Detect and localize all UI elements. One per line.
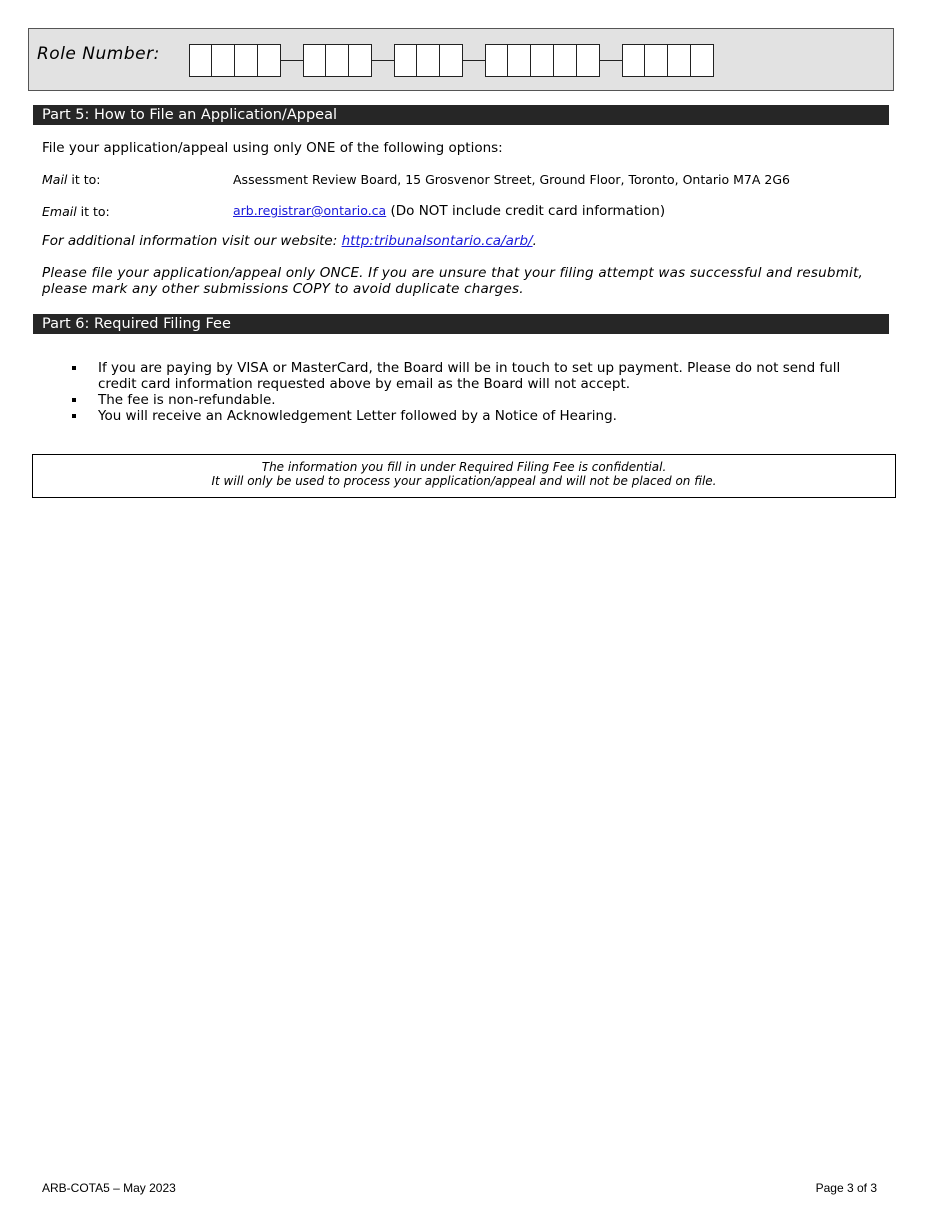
role-number-digit-box[interactable]	[212, 44, 235, 77]
role-number-digit-box[interactable]	[485, 44, 508, 77]
digit-group	[303, 44, 372, 77]
part5-intro: File your application/appeal using only ONE of the following options:	[42, 140, 503, 156]
role-number-digit-box[interactable]	[668, 44, 691, 77]
bullet-item: If you are paying by VISA or MasterCard, the Board will be in touch to set up payment. Please do not send full credit card information requested above by email as the Board will not accept.	[70, 360, 860, 392]
digit-group	[189, 44, 281, 77]
digit-group	[394, 44, 463, 77]
notice-line-2: It will only be used to process your application/appeal and will not be placed on file.	[211, 474, 717, 488]
role-number-digit-box[interactable]	[531, 44, 554, 77]
role-number-digit-box[interactable]	[508, 44, 531, 77]
website-line	[42, 233, 537, 249]
role-number-digit-box[interactable]	[577, 44, 600, 77]
email-label-rest: it to:	[76, 204, 110, 219]
website-text: For additional information visit our website:	[42, 233, 342, 249]
mail-label-rest: it to:	[67, 172, 101, 187]
role-number-digit-box[interactable]	[394, 44, 417, 77]
part6-header: Part 6: Required Filing Fee	[33, 314, 889, 334]
website-end: .	[532, 233, 537, 249]
role-number-digit-box[interactable]	[235, 44, 258, 77]
role-number-digit-box[interactable]	[326, 44, 349, 77]
mail-label-emphasis: Mail	[42, 172, 68, 187]
bullet-item: The fee is non-refundable.	[70, 392, 860, 408]
notice-line-1: The information you fill in under Required Filing Fee is confidential.	[261, 460, 667, 474]
role-number-digit-box[interactable]	[189, 44, 212, 77]
role-number-box	[28, 28, 894, 91]
email-line	[233, 203, 665, 219]
confidentiality-notice	[32, 454, 896, 498]
email-label-emphasis: Email	[42, 204, 77, 219]
role-number-digit-box[interactable]	[645, 44, 668, 77]
role-number-digit-box[interactable]	[417, 44, 440, 77]
form-id: ARB-COTA5 – May 2023	[42, 1181, 176, 1195]
mail-address: Assessment Review Board, 15 Grosvenor Street, Ground Floor, Toronto, Ontario M7A 2G6	[233, 172, 790, 187]
email-note: (Do NOT include credit card information)	[386, 203, 666, 219]
email-label	[42, 204, 110, 220]
role-number-digit-fields	[189, 43, 714, 78]
digit-separator	[372, 60, 394, 61]
digit-group	[622, 44, 714, 77]
mail-label	[42, 172, 100, 188]
website-link[interactable]: http:tribunalsontario.ca/arb/	[341, 233, 533, 249]
digit-separator	[463, 60, 485, 61]
digit-group	[485, 44, 600, 77]
filing-fee-bullet-list	[70, 360, 860, 424]
digit-separator	[600, 60, 622, 61]
part5-header: Part 5: How to File an Application/Appeal	[33, 105, 889, 125]
role-number-digit-box[interactable]	[440, 44, 463, 77]
role-number-label: Role Number:	[37, 44, 160, 64]
page-number: Page 3 of 3	[815, 1181, 877, 1195]
bullet-item: You will receive an Acknowledgement Letter followed by a Notice of Hearing.	[70, 408, 860, 424]
file-once-note: Please file your application/appeal only ONCE. If you are unsure that your filing attempt was successful and resubmit, please mark any other submissions COPY to avoid duplicate charges.	[42, 265, 863, 297]
role-number-digit-box[interactable]	[303, 44, 326, 77]
role-number-digit-box[interactable]	[258, 44, 281, 77]
role-number-digit-box[interactable]	[622, 44, 645, 77]
role-number-digit-box[interactable]	[349, 44, 372, 77]
email-link[interactable]: arb.registrar@ontario.ca	[233, 203, 387, 218]
digit-separator	[281, 60, 303, 61]
role-number-digit-box[interactable]	[554, 44, 577, 77]
role-number-digit-box[interactable]	[691, 44, 714, 77]
